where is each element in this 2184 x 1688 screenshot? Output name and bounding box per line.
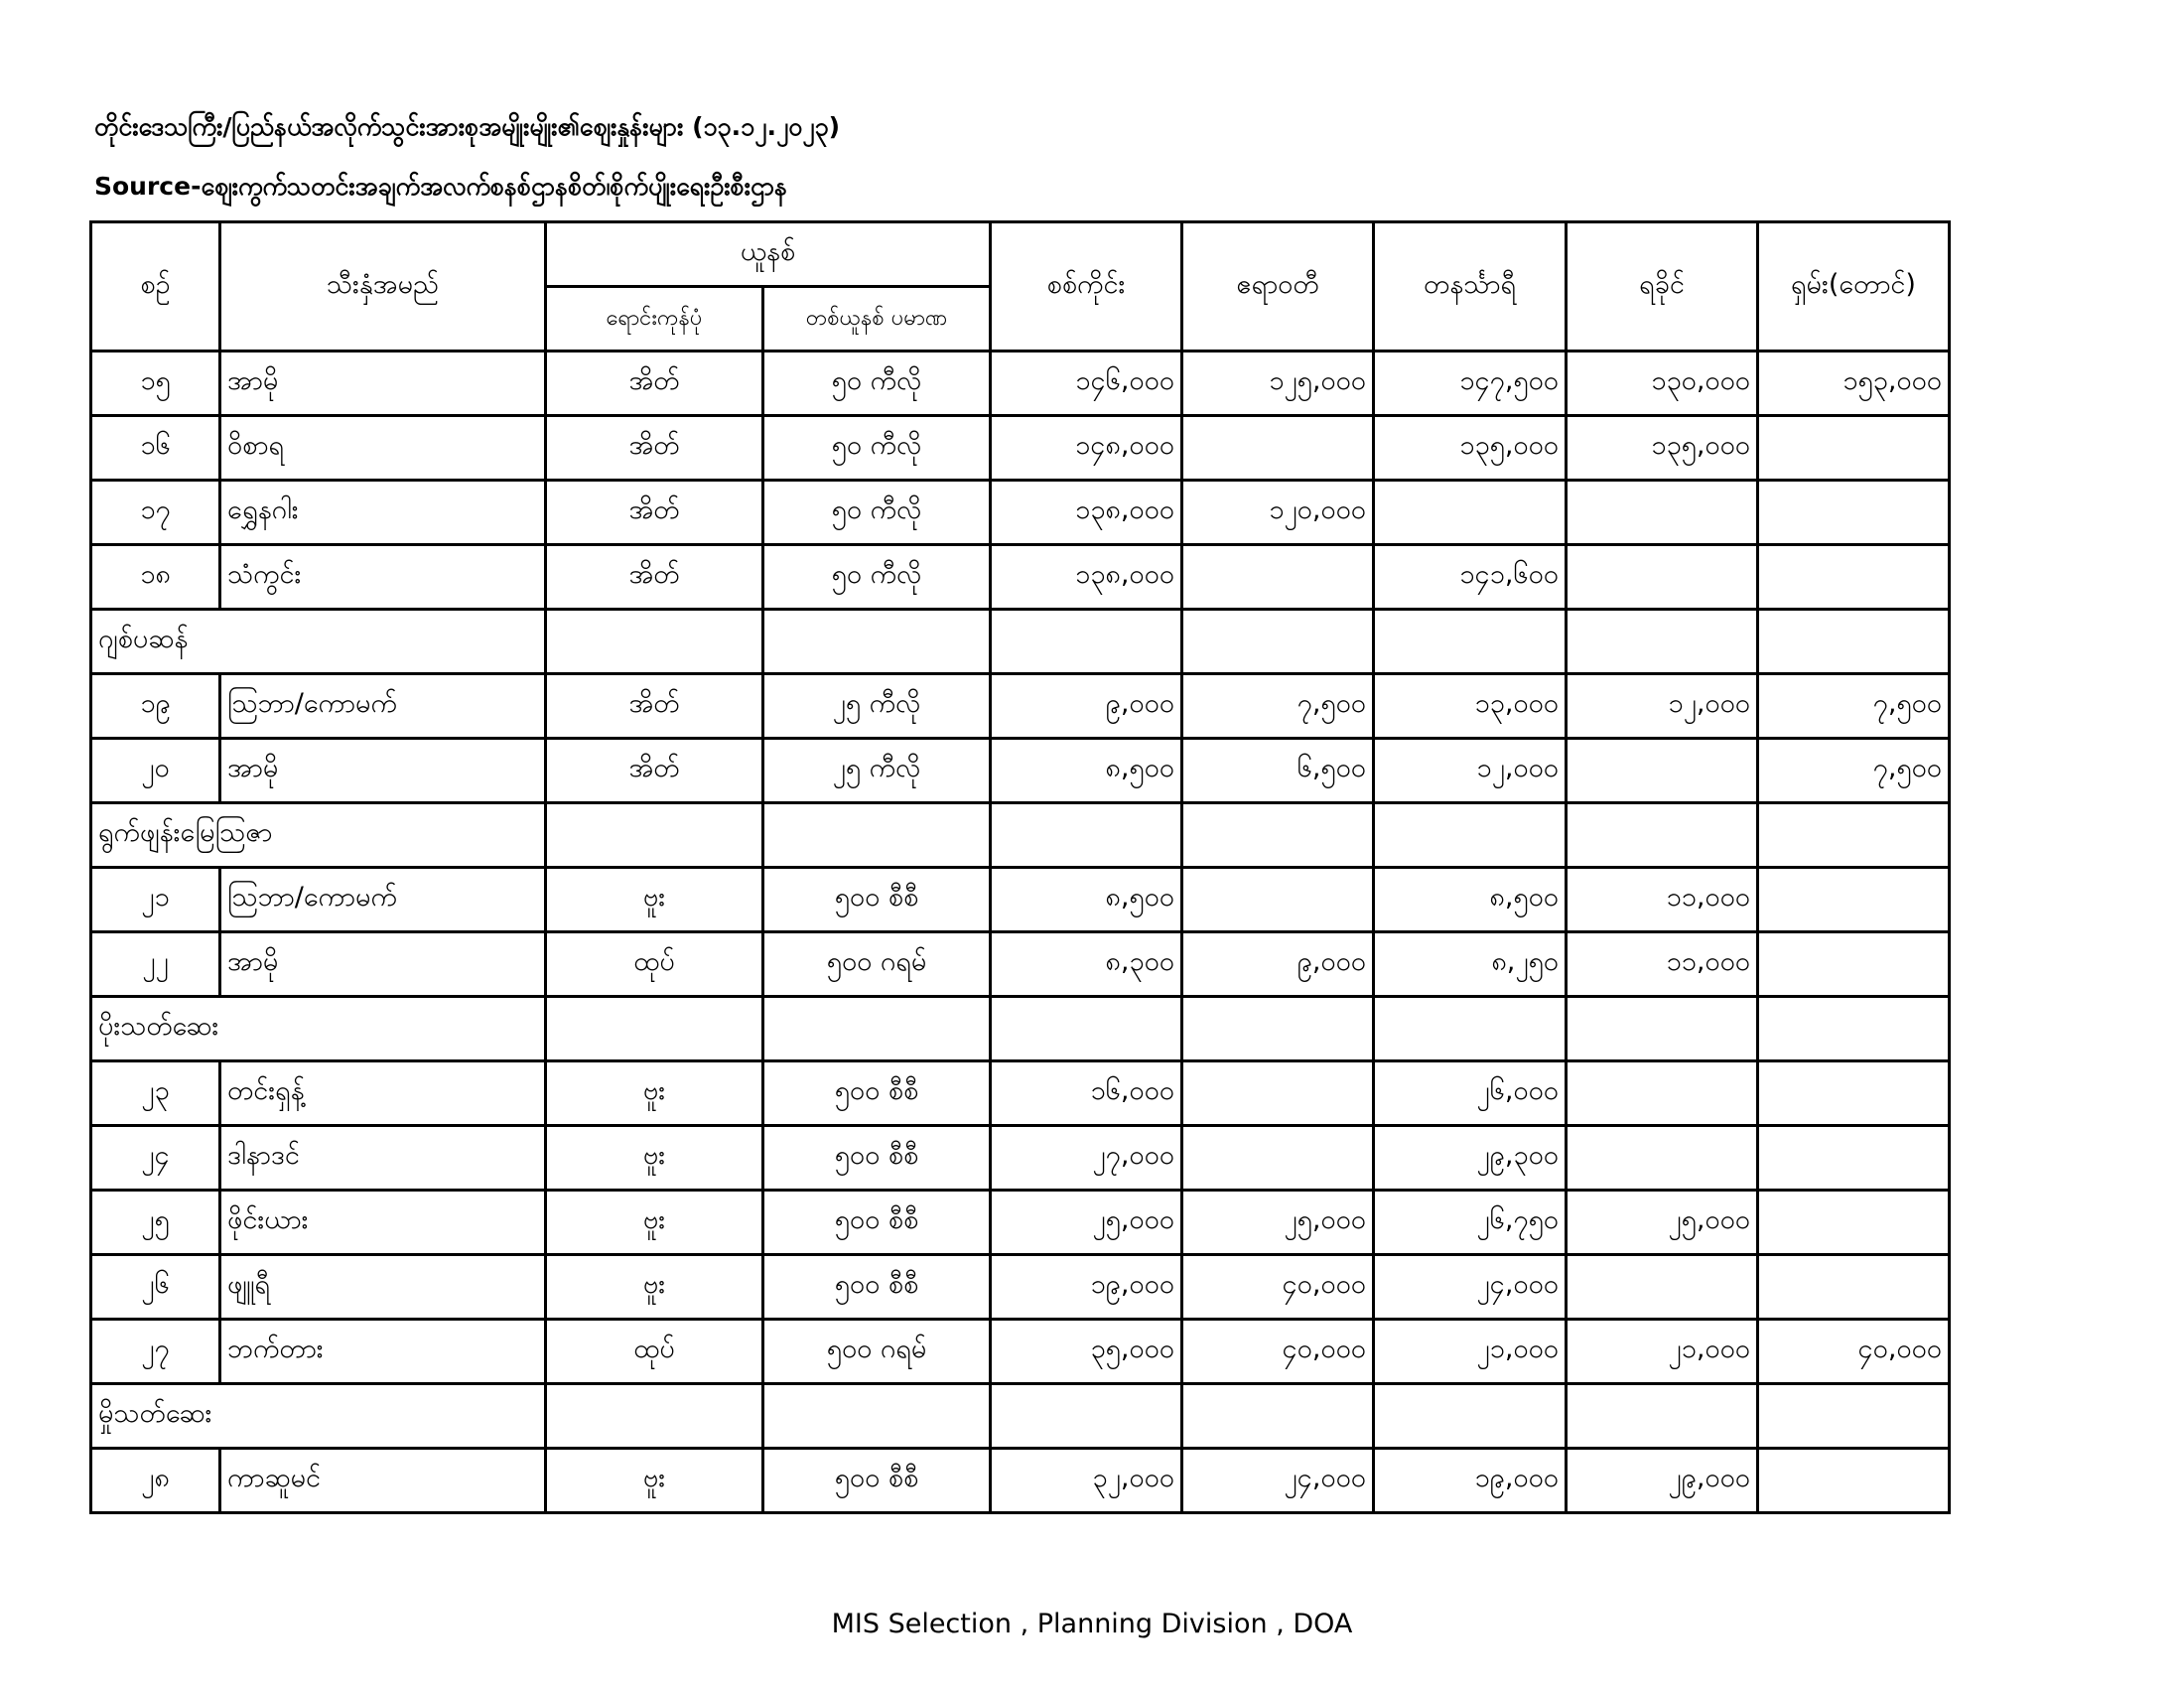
price-cell: [1758, 545, 1950, 610]
price-cell: [1758, 1191, 1950, 1255]
item-name: တင်းရှန့်: [220, 1061, 546, 1126]
price-cell: ၁၃၅,၀၀၀: [1567, 416, 1758, 481]
price-cell: ၂၁,၀၀၀: [1374, 1320, 1567, 1384]
empty-cell: [991, 803, 1182, 868]
price-cell: ၃၅,၀၀၀: [991, 1320, 1182, 1384]
empty-cell: [991, 610, 1182, 674]
price-cell: ၈,၂၅၀: [1374, 932, 1567, 997]
price-cell: ၁၉,၀၀၀: [1374, 1449, 1567, 1513]
price-cell: ၂၁,၀၀၀: [1567, 1320, 1758, 1384]
empty-cell: [763, 610, 991, 674]
unit-pack: အိတ်: [546, 545, 763, 610]
price-cell: ၁၉,၀၀၀: [991, 1255, 1182, 1320]
item-name: အာမို: [220, 739, 546, 803]
price-cell: ၂၅,၀၀၀: [1182, 1191, 1374, 1255]
table-row: [91, 1449, 1950, 1513]
table-row: [91, 932, 1950, 997]
price-cell: ၂၄,၀၀၀: [1182, 1449, 1374, 1513]
price-cell: [1182, 1126, 1374, 1191]
price-cell: ၉,၀၀၀: [991, 674, 1182, 739]
table-row: [91, 1126, 1950, 1191]
price-cell: [1374, 481, 1567, 545]
unit-qty: ၅၀၀ စီစီ: [763, 1449, 991, 1513]
price-cell: [1758, 932, 1950, 997]
empty-cell: [1182, 803, 1374, 868]
unit-qty: ၅၀၀ ဂရမ်: [763, 932, 991, 997]
table-row: [91, 1320, 1950, 1384]
category-row: [91, 610, 1950, 674]
header-region-ayeyarwady: ဧရာဝတီ: [1182, 222, 1374, 352]
document-title: တိုင်းဒေသကြီး/ပြည်နယ်အလိုက်သွင်းအားစုအမျိုးမျိုး၏ဈေးနှုန်းများ (၁၃.၁၂.၂၀၂၃): [94, 112, 841, 141]
unit-qty: ၅၀၀ စီစီ: [763, 1061, 991, 1126]
unit-qty: ၅၀ ကီလို: [763, 416, 991, 481]
table-row: [91, 545, 1950, 610]
empty-cell: [546, 803, 763, 868]
category-row: [91, 997, 1950, 1061]
empty-cell: [1758, 803, 1950, 868]
price-cell: ၁၅၃,၀၀၀: [1758, 352, 1950, 416]
unit-pack: ထုပ်: [546, 1320, 763, 1384]
document-footer: MIS Selection , Planning Division , DOA: [831, 1609, 1353, 1639]
document-source: Source-ဈေးကွက်သတင်းအချက်အလက်စနစ်ဌာနစိတ်၊စိုက်ပျိုးရေးဦးစီးဌာန: [94, 172, 788, 201]
price-cell: ၁၆,၀၀၀: [991, 1061, 1182, 1126]
price-cell: [1567, 545, 1758, 610]
price-cell: ၁၃၈,၀၀၀: [991, 545, 1182, 610]
empty-cell: [763, 1384, 991, 1449]
empty-cell: [1182, 1384, 1374, 1449]
header-unit-pack: ရောင်းကုန်ပုံ: [546, 287, 763, 352]
price-cell: ၁၂,၀၀၀: [1374, 739, 1567, 803]
empty-cell: [1182, 610, 1374, 674]
table-row: [91, 868, 1950, 932]
item-name: ဒါနာဒင်: [220, 1126, 546, 1191]
price-cell: [1758, 868, 1950, 932]
item-name: သံကွင်း: [220, 545, 546, 610]
price-cell: ၂၅,၀၀၀: [1567, 1191, 1758, 1255]
empty-cell: [763, 803, 991, 868]
table-row: [91, 352, 1950, 416]
empty-cell: [1758, 610, 1950, 674]
price-cell: ၁၃၅,၀၀၀: [1374, 416, 1567, 481]
table-row: [91, 416, 1950, 481]
empty-cell: [991, 997, 1182, 1061]
unit-qty: ၅၀၀ ဂရမ်: [763, 1320, 991, 1384]
header-region-sagaing: စစ်ကိုင်း: [991, 222, 1182, 352]
table-row: [91, 1255, 1950, 1320]
price-cell: ၂၉,၀၀၀: [1567, 1449, 1758, 1513]
price-cell: ၈,၃၀၀: [991, 932, 1182, 997]
price-cell: ၃၂,၀၀၀: [991, 1449, 1182, 1513]
row-number: ၂၂: [91, 932, 220, 997]
unit-qty: ၅၀၀ စီစီ: [763, 1126, 991, 1191]
item-name: ဝိစာရ: [220, 416, 546, 481]
price-cell: ၁၄၈,၀၀၀: [991, 416, 1182, 481]
price-cell: [1182, 416, 1374, 481]
item-name: ဘက်တား: [220, 1320, 546, 1384]
row-number: ၂၀: [91, 739, 220, 803]
unit-pack: အိတ်: [546, 352, 763, 416]
item-name: သြဘာ/ကောမက်: [220, 868, 546, 932]
price-cell: ၉,၀၀၀: [1182, 932, 1374, 997]
empty-cell: [991, 1384, 1182, 1449]
header-no: စဉ်: [91, 222, 220, 352]
row-number: ၂၆: [91, 1255, 220, 1320]
price-cell: ၂၉,၃၀၀: [1374, 1126, 1567, 1191]
item-name: အာမို: [220, 932, 546, 997]
item-name: ဖိုင်းယား: [220, 1191, 546, 1255]
price-cell: ၁၄၇,၅၀၀: [1374, 352, 1567, 416]
item-name: သြဘာ/ကောမက်: [220, 674, 546, 739]
unit-pack: ထုပ်: [546, 932, 763, 997]
price-cell: [1758, 481, 1950, 545]
price-cell: [1567, 1255, 1758, 1320]
price-cell: ၈,၅၀၀: [991, 739, 1182, 803]
price-cell: [1567, 1061, 1758, 1126]
table-row: [91, 1191, 1950, 1255]
price-cell: [1567, 739, 1758, 803]
table-header: [91, 222, 1950, 352]
row-number: ၁၇: [91, 481, 220, 545]
price-cell: ၄၀,၀၀၀: [1758, 1320, 1950, 1384]
price-cell: ၁၄၆,၀၀၀: [991, 352, 1182, 416]
table-row: [91, 674, 1950, 739]
unit-qty: ၅၀ ကီလို: [763, 481, 991, 545]
header-region-tanintharyi: တနင်္သာရီ: [1374, 222, 1567, 352]
empty-cell: [1758, 997, 1950, 1061]
price-cell: [1567, 1126, 1758, 1191]
unit-pack: ဗူး: [546, 1449, 763, 1513]
row-number: ၂၁: [91, 868, 220, 932]
empty-cell: [1567, 1384, 1758, 1449]
item-name: ကာဆူမင်: [220, 1449, 546, 1513]
price-cell: ၄၀,၀၀၀: [1182, 1255, 1374, 1320]
price-cell: [1182, 1061, 1374, 1126]
unit-qty: ၅၀၀ စီစီ: [763, 868, 991, 932]
header-unit: ယူနစ်: [546, 222, 991, 287]
unit-pack: ဗူး: [546, 1126, 763, 1191]
price-cell: ၂၄,၀၀၀: [1374, 1255, 1567, 1320]
row-number: ၂၇: [91, 1320, 220, 1384]
price-cell: [1758, 1449, 1950, 1513]
price-cell: ၁၂,၀၀၀: [1567, 674, 1758, 739]
price-cell: ၇,၅၀၀: [1758, 674, 1950, 739]
price-cell: ၂၇,၀၀၀: [991, 1126, 1182, 1191]
item-name: ဖျူရီ: [220, 1255, 546, 1320]
empty-cell: [1182, 997, 1374, 1061]
category-row: [91, 1384, 1950, 1449]
price-cell: ၇,၅၀၀: [1758, 739, 1950, 803]
unit-qty: ၅၀ ကီလို: [763, 545, 991, 610]
category-label: မှိုသတ်ဆေး: [91, 1384, 546, 1449]
price-table: [89, 220, 1951, 1514]
price-cell: ၈,၅၀၀: [991, 868, 1182, 932]
item-name: ရွှေနဂါး: [220, 481, 546, 545]
empty-cell: [763, 997, 991, 1061]
price-cell: ၁၂၅,၀၀၀: [1182, 352, 1374, 416]
price-cell: ၂၆,၀၀၀: [1374, 1061, 1567, 1126]
row-number: ၂၄: [91, 1126, 220, 1191]
empty-cell: [1758, 1384, 1950, 1449]
price-cell: ၁၄၁,၆၀၀: [1374, 545, 1567, 610]
row-number: ၂၈: [91, 1449, 220, 1513]
unit-qty: ၅၀ ကီလို: [763, 352, 991, 416]
row-number: ၂၅: [91, 1191, 220, 1255]
unit-pack: ဗူး: [546, 1255, 763, 1320]
empty-cell: [1567, 610, 1758, 674]
row-number: ၁၅: [91, 352, 220, 416]
unit-qty: ၂၅ ကီလို: [763, 739, 991, 803]
unit-qty: ၂၅ ကီလို: [763, 674, 991, 739]
price-cell: ၄၀,၀၀၀: [1182, 1320, 1374, 1384]
price-cell: [1182, 545, 1374, 610]
price-cell: ၁၃၀,၀၀၀: [1567, 352, 1758, 416]
price-cell: [1182, 868, 1374, 932]
empty-cell: [1374, 1384, 1567, 1449]
row-number: ၁၈: [91, 545, 220, 610]
empty-cell: [546, 610, 763, 674]
header-unit-qty: တစ်ယူနစ် ပမာဏ: [763, 287, 991, 352]
price-cell: ၇,၅၀၀: [1182, 674, 1374, 739]
empty-cell: [1374, 610, 1567, 674]
item-name: အာမို: [220, 352, 546, 416]
price-cell: [1567, 481, 1758, 545]
empty-cell: [1374, 997, 1567, 1061]
unit-pack: ဗူး: [546, 1061, 763, 1126]
unit-pack: အိတ်: [546, 416, 763, 481]
empty-cell: [546, 1384, 763, 1449]
price-cell: ၁၃,၀၀၀: [1374, 674, 1567, 739]
category-row: [91, 803, 1950, 868]
table-row: [91, 1061, 1950, 1126]
price-cell: ၈,၅၀၀: [1374, 868, 1567, 932]
unit-pack: အိတ်: [546, 674, 763, 739]
unit-qty: ၅၀၀ စီစီ: [763, 1255, 991, 1320]
price-cell: [1758, 1126, 1950, 1191]
empty-cell: [1567, 997, 1758, 1061]
category-label: ဂျစ်ပဆန်: [91, 610, 546, 674]
header-region-shan-south: ရှမ်း(တောင်): [1758, 222, 1950, 352]
header-name: သီးနှံအမည်: [220, 222, 546, 352]
unit-pack: ဗူး: [546, 868, 763, 932]
unit-pack: အိတ်: [546, 481, 763, 545]
table-body: [91, 352, 1950, 1513]
price-cell: ၂၅,၀၀၀: [991, 1191, 1182, 1255]
unit-pack: အိတ်: [546, 739, 763, 803]
price-cell: ၁၂၀,၀၀၀: [1182, 481, 1374, 545]
table-row: [91, 739, 1950, 803]
price-cell: ၁၁,၀၀၀: [1567, 932, 1758, 997]
empty-cell: [1567, 803, 1758, 868]
empty-cell: [546, 997, 763, 1061]
row-number: ၁၆: [91, 416, 220, 481]
price-cell: ၁၁,၀၀၀: [1567, 868, 1758, 932]
unit-qty: ၅၀၀ စီစီ: [763, 1191, 991, 1255]
price-cell: ၆,၅၀၀: [1182, 739, 1374, 803]
price-cell: [1758, 416, 1950, 481]
price-cell: [1758, 1061, 1950, 1126]
price-cell: [1758, 1255, 1950, 1320]
row-number: ၁၉: [91, 674, 220, 739]
category-label: ပိုးသတ်ဆေး: [91, 997, 546, 1061]
unit-pack: ဗူး: [546, 1191, 763, 1255]
row-number: ၂၃: [91, 1061, 220, 1126]
price-cell: ၁၃၈,၀၀၀: [991, 481, 1182, 545]
category-label: ရွက်ဖျန်းမြေဩဇာ: [91, 803, 546, 868]
table-row: [91, 481, 1950, 545]
price-cell: ၂၆,၇၅၀: [1374, 1191, 1567, 1255]
empty-cell: [1374, 803, 1567, 868]
header-region-rakhine: ရခိုင်: [1567, 222, 1758, 352]
